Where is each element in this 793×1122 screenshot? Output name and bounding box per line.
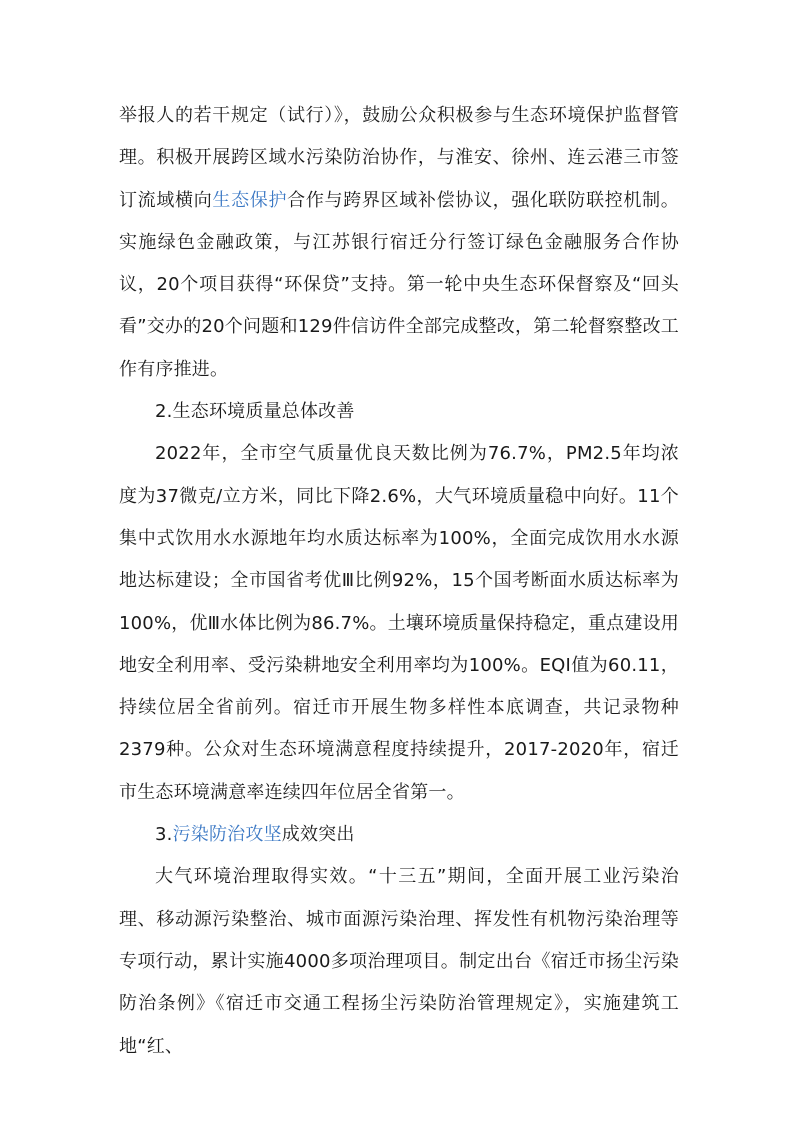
paragraph-text: 举报人的若干规定（试行）》，鼓励公众积极参与生态环境保护监督管理。积极开展跨区域水污染防治协作，与淮安、徐州、连云港三市签订流域横向 (119, 105, 679, 211)
heading-number: 3. (155, 824, 173, 846)
pollution-prevention-link[interactable]: 污染防治攻坚 (172, 824, 282, 846)
paragraph-supervision (119, 95, 679, 391)
paragraph-environment-quality: 2022年，全市空气质量优良天数比例为76.7%，PM2.5年均浓度为37微克/立方米，同比下降2.6%，大气环境质量稳中向好。11个集中式饮用水水源地年均水质达标率为100%，全面完成饮用水水源地达标建设；全市国省考优Ⅲ比例92%，15个国考断面水质达标率为100%，优Ⅲ水体比例为86.7%。土壤环境质量保持稳定，重点建设用地安全利用率、受污染耕地安全利用率均为100%。EQI值为60.11，持续位居全省前列。宿迁市开展生物多样性本底调查，共记录物种2379种。公众对生态环境满意程度持续提升，2017-2020年，宿迁市生态环境满意率连续四年位居全省第一。 (119, 443, 679, 803)
section-heading-3 (119, 814, 679, 856)
paragraph-text: 合作与跨界区域补偿协议，强化联防联控机制。实施绿色金融政策，与江苏银行宿迁分行签订绿色金融服务合作协议，20个项目获得“环保贷”支持。第一轮中央生态环保督察及“回头看”交办的20个问题和129件信访件全部完成整改，第二轮督察整改工作有序推进。 (119, 189, 679, 380)
paragraph-air-governance: 大气环境治理取得实效。“十三五”期间，全面开展工业污染治理、移动源污染整治、城市面源污染治理、挥发性有机物污染治理等专项行动，累计实施4000多项治理项目。制定出台《宿迁市扬尘污染防治条例》《宿迁市交通工程扬尘污染防治管理规定》，实施建筑工地“红、 (119, 866, 679, 1057)
document-body (119, 95, 679, 1068)
ecological-protection-link[interactable]: 生态保护 (212, 189, 288, 211)
heading-suffix: 成效突出 (281, 824, 355, 846)
section-heading-2: 2.生态环境质量总体改善 (155, 401, 355, 423)
